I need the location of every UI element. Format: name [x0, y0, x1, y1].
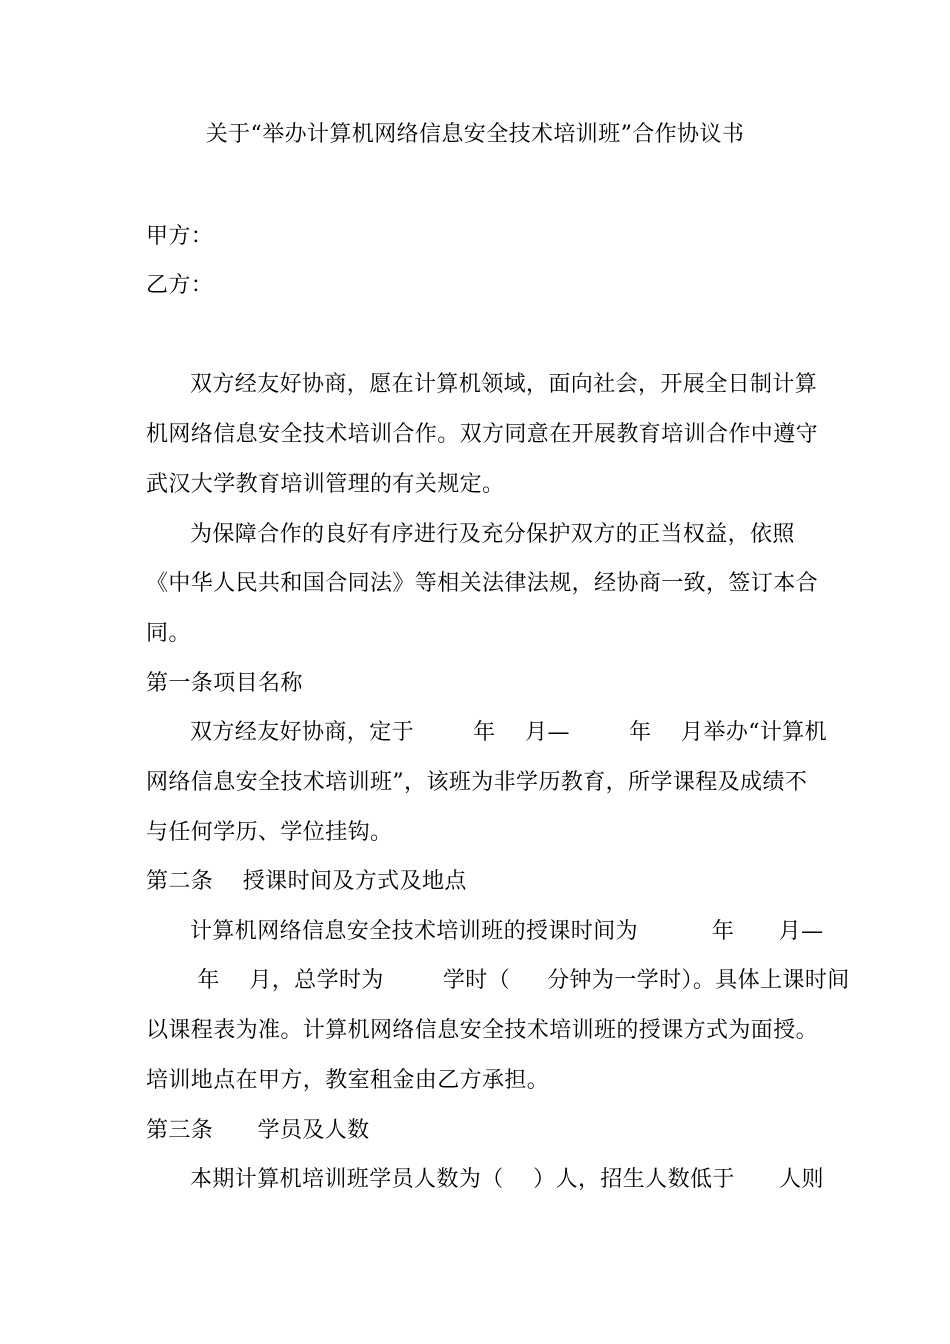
- section-heading: 第一条项目名称: [146, 671, 303, 696]
- paragraph-line: 与任何学历、学位挂钩。: [146, 820, 393, 845]
- paragraph-line: 同。: [146, 621, 191, 646]
- document-title: 关于“举办计算机网络信息安全技术培训班”合作协议书: [205, 122, 745, 147]
- section-heading: 第二条 授课时间及方式及地点: [146, 869, 467, 894]
- section-heading: 第三条 学员及人数: [146, 1118, 370, 1143]
- paragraph-line: 年 月，总学时为 学时（ 分钟为一学时）。具体上课时间: [190, 968, 850, 993]
- party-b-label: 乙方：: [146, 273, 214, 298]
- paragraph-line: 《中华人民共和国合同法》等相关法律法规，经协商一致，签订本合: [146, 571, 819, 596]
- paragraph-line: 计算机网络信息安全技术培训班的授课时间为 年 月—: [190, 919, 824, 944]
- paragraph-line: 机网络信息安全技术培训合作。双方同意在开展教育培训合作中遵守: [146, 422, 819, 447]
- paragraph-line: 本期计算机培训班学员人数为（ ）人，招生人数低于 人则: [190, 1167, 824, 1192]
- party-a-label: 甲方：: [146, 224, 214, 249]
- paragraph-line: 网络信息安全技术培训班”，该班为非学历教育，所学课程及成绩不: [146, 770, 808, 795]
- paragraph-line: 武汉大学教育培训管理的有关规定。: [146, 472, 505, 497]
- paragraph-line: 为保障合作的良好有序进行及充分保护双方的正当权益，依照: [190, 522, 795, 547]
- paragraph-line: 培训地点在甲方，教室租金由乙方承担。: [146, 1068, 550, 1093]
- paragraph-line: 双方经友好协商，愿在计算机领域，面向社会，开展全日制计算: [190, 372, 818, 397]
- paragraph-line: 以课程表为准。计算机网络信息安全技术培训班的授课方式为面授。: [146, 1018, 819, 1043]
- paragraph-line: 双方经友好协商，定于 年 月— 年 月举办“计算机: [190, 720, 828, 745]
